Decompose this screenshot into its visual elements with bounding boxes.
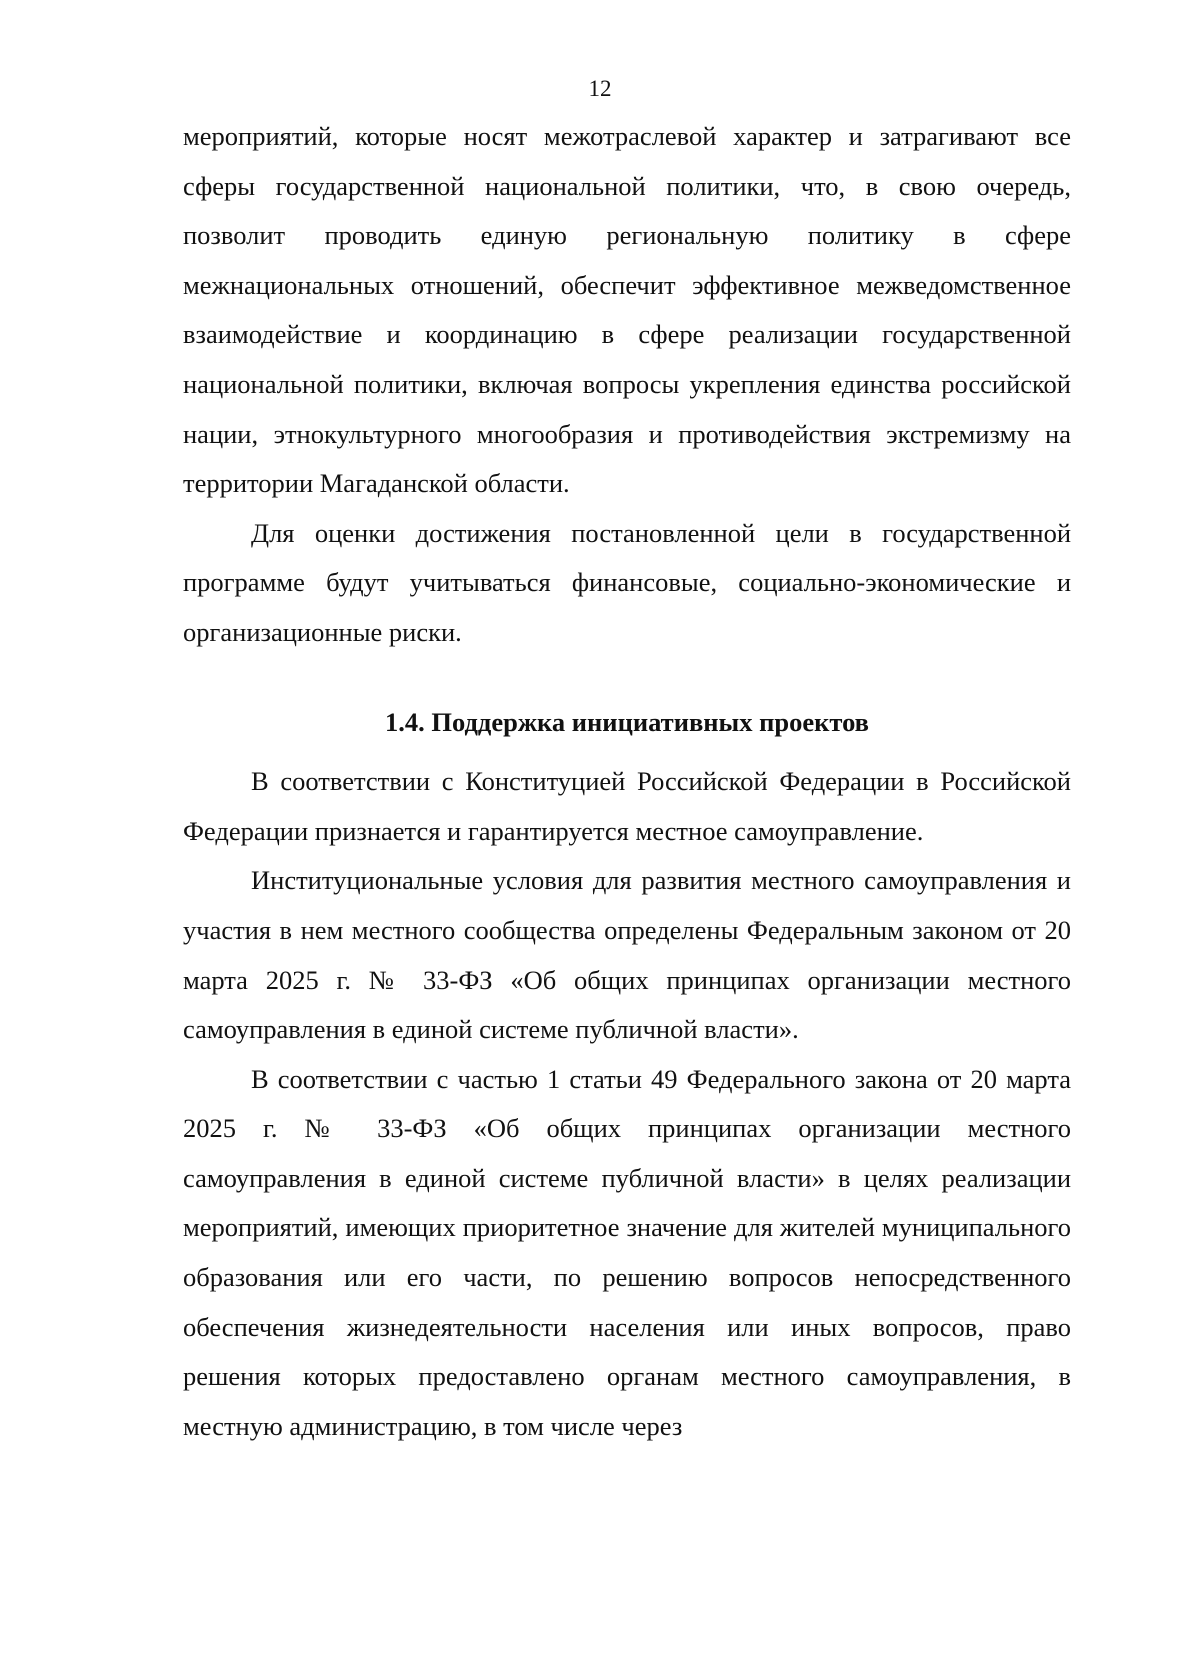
paragraph-constitution: В соответствии с Конституцией Российской Федерации в Российской Федерации признается и гарантируется местное самоуправление. (183, 766, 1071, 846)
paragraph-continuation: мероприятий, которые носят межотраслевой характер и затрагивают все сферы государственной национальной политики, что, в свою очередь, позволит проводить единую региональную политику в сфере межнациональных отношений, обеспечит эффективное межведомственное взаимодействие и координацию в сфере реализации государственной национальной политики, включая вопросы укрепления единства российской нации, этнокультурного многообразия и противодействия экстремизму на территории Магаданской области. (183, 121, 1071, 499)
paragraph-federal-law-article: В соответствии с частью 1 статьи 49 Федерального закона от 20 марта 2025 г. № 33-ФЗ «Об общих принципах организации местного самоуправления в единой системе публичной власти» в целях реализации мероприятий, имеющих приоритетное значение для жителей муниципального образования или его части, по решению вопросов непосредственного обеспечения жизнедеятельности населения или иных вопросов, право решения которых предоставлено органам местного самоуправления, в местную администрацию, в том числе через (183, 1063, 1071, 1441)
paragraph-risks: Для оценки достижения постановленной цели в государственной программе будут учитываться финансовые, социально-экономические и организационные риски. (183, 517, 1071, 647)
paragraph-institutional-conditions: Институциональные условия для развития местного самоуправления и участия в нем местного сообщества определены Федеральным законом от 20 марта 2025 г. № 33-ФЗ «Об общих принципах организации местного самоуправления в единой системе публичной власти». (183, 865, 1071, 1045)
page-number: 12 (588, 76, 612, 101)
document-body (183, 112, 1071, 1451)
section-heading: 1.4. Поддержка инициативных проектов (385, 706, 869, 737)
